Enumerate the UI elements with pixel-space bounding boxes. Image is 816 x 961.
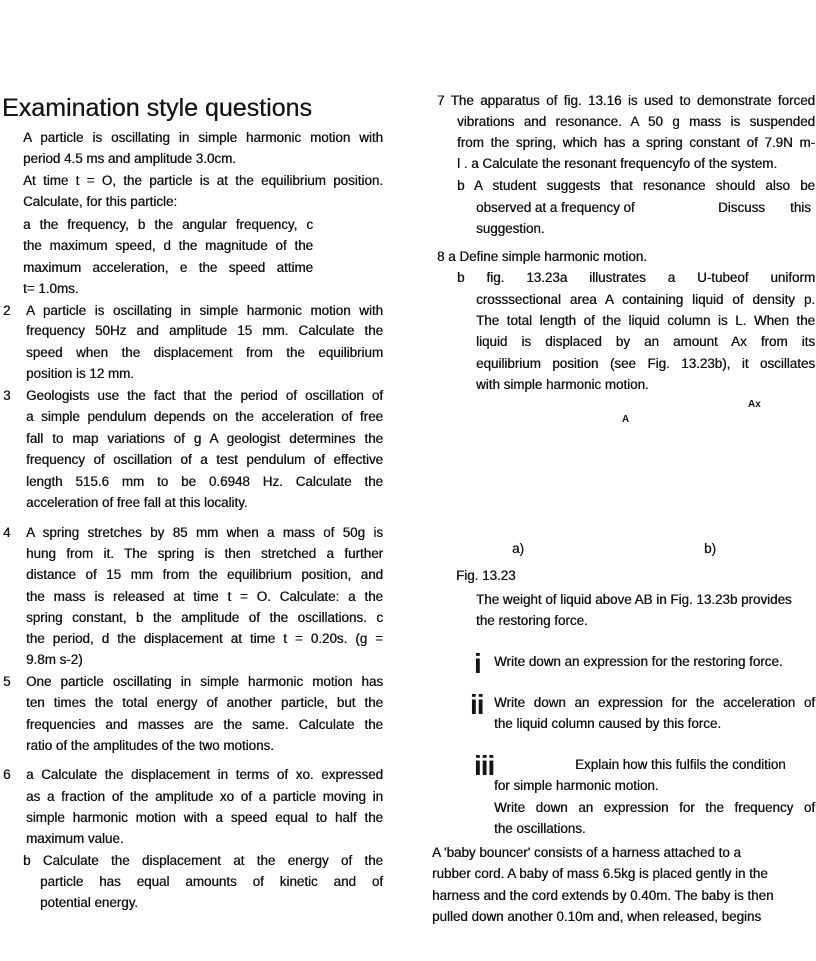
question-1-line: the maximum speed, d the magnitude of the xyxy=(23,238,313,253)
question-3-number: 3 xyxy=(3,388,11,403)
question-4-line: A spring stretches by 85 mm when a mass of 50g is xyxy=(26,525,383,540)
question-4-line: distance of 15 mm from the equilibrium position, and xyxy=(26,567,383,582)
question-3-line: Geologists use the fact that the period of oscillation of xyxy=(26,388,383,403)
figure-label-part-b: b) xyxy=(704,541,716,556)
baby-bouncer-line: pulled down another 0.10m and, when released, begins xyxy=(432,909,762,924)
question-6-line: b Calculate the displacement at the energy of the xyxy=(23,853,383,868)
question-7-line: Discuss xyxy=(718,200,765,215)
question-1-line: At time t = O, the particle is at the equilibrium position. xyxy=(23,173,383,188)
restoring-force-line: the restoring force. xyxy=(476,613,588,628)
question-6-line: simple harmonic motion with a speed equal to half the xyxy=(26,810,383,825)
baby-bouncer-line: A 'baby bouncer' consists of a harness attached to a xyxy=(432,845,741,860)
question-4-number: 4 xyxy=(3,525,11,540)
figure-caption: Fig. 13.23 xyxy=(456,568,516,583)
question-2-line: frequency 50Hz and amplitude 15 mm. Calculate the xyxy=(26,323,383,338)
question-1-line: A particle is oscillating in simple harmonic motion with xyxy=(23,130,383,145)
question-1-line: period 4.5 ms and amplitude 3.0cm. xyxy=(23,151,236,166)
question-4-line: spring constant, b the amplitude of the oscillations. c xyxy=(26,610,383,625)
question-7-line: b A student suggests that resonance should also be xyxy=(457,178,815,193)
question-6-line: potential energy. xyxy=(40,895,139,910)
question-5-line: frequencies and masses are the same. Calculate the xyxy=(26,717,383,732)
part-i-text: Write down an expression for the restoring force. xyxy=(494,654,783,669)
question-2-number: 2 xyxy=(3,303,11,318)
question-8-line: 8 a Define simple harmonic motion. xyxy=(437,249,647,264)
part-iii-text: for simple harmonic motion. xyxy=(494,778,659,793)
question-6-line: a Calculate the displacement in terms of xo. expressed xyxy=(26,767,383,782)
question-8-line: liquid is displaced by an amount Ax from its xyxy=(476,334,815,349)
question-8-line: b fig. 13.23a illustrates a U-tubeof uniform xyxy=(457,270,815,285)
question-8-line: equilibrium position (see Fig. 13.23b), it oscillates xyxy=(476,356,815,371)
question-3-line: a simple pendulum depends on the acceleration of free xyxy=(26,409,383,424)
figure-label-a: A xyxy=(622,414,630,425)
restoring-force-line: The weight of liquid above AB in Fig. 13.23b provides xyxy=(476,592,792,607)
question-7-line: observed at a frequency of xyxy=(476,200,635,215)
question-3-line: frequency of oscillation of a test pendulum of effective xyxy=(26,452,383,467)
part-iii-text: the oscillations. xyxy=(494,821,586,836)
part-iii-marker: iii xyxy=(474,750,495,781)
question-3-line: fall to map variations of g A geologist determines the xyxy=(26,431,383,446)
part-ii-text: Write down an expression for the acceleration of xyxy=(494,695,815,710)
figure-label-part-a: a) xyxy=(512,541,524,556)
question-2-line: speed when the displacement from the equilibrium xyxy=(26,345,383,360)
question-6-line: as a fraction of the amplitude xo of a particle moving in xyxy=(26,789,383,804)
question-2-line: A particle is oscillating in simple harmonic motion with xyxy=(26,303,383,318)
question-1-line: Calculate, for this particle: xyxy=(23,194,178,209)
question-6-line: maximum value. xyxy=(26,831,124,846)
baby-bouncer-line: rubber cord. A baby of mass 6.5kg is placed gently in the xyxy=(432,866,768,881)
question-7-line: 7 The apparatus of fig. 13.16 is used to demonstrate forced xyxy=(437,93,815,108)
question-3-line: acceleration of free fall at this locality. xyxy=(26,495,248,510)
question-8-line: The total length of the liquid column is L. When the xyxy=(476,313,815,328)
part-ii-marker: ii xyxy=(470,689,484,720)
part-ii-text: the liquid column caused by this force. xyxy=(494,716,722,731)
question-3-line: length 515.6 mm to be 0.6948 Hz. Calculate the xyxy=(26,474,383,489)
question-2-line: position is 12 mm. xyxy=(26,366,134,381)
question-1-line: maximum acceleration, e the speed attime xyxy=(23,260,313,275)
question-4-line: the period, d the displacement at time t = 0.20s. (g = xyxy=(26,631,383,646)
question-4-line: the mass is released at time t = O. Calculate: a the xyxy=(26,589,383,604)
question-8-line: crosssectional area A containing liquid of density p. xyxy=(476,292,815,307)
question-5-line: ten times the total energy of another particle, but the xyxy=(26,695,383,710)
question-6-line: particle has equal amounts of kinetic and of xyxy=(40,874,383,889)
question-7-line: from the spring, which has a spring constant of 7.9N m- xyxy=(457,135,815,150)
question-1-line: t= 1.0ms. xyxy=(23,281,79,296)
question-7-line: l . a Calculate the resonant frequencyfo of the system. xyxy=(457,156,778,171)
question-4-line: 9.8m s-2) xyxy=(26,652,83,667)
question-5-line: ratio of the amplitudes of the two motions. xyxy=(26,738,274,753)
question-1-line: a the frequency, b the angular frequency, c xyxy=(23,217,313,232)
part-i-marker: i xyxy=(474,648,481,679)
question-7-line: vibrations and resonance. A 50 g mass is suspended xyxy=(457,114,815,129)
question-7-line: this xyxy=(790,200,811,215)
figure-label-ax: Ax xyxy=(748,399,761,410)
question-6-number: 6 xyxy=(3,767,11,782)
question-5-number: 5 xyxy=(3,674,11,689)
question-5-line: One particle oscillating in simple harmonic motion has xyxy=(26,674,383,689)
question-8-line: with simple harmonic motion. xyxy=(476,377,649,392)
question-4-line: hung from it. The spring is then stretched a further xyxy=(26,546,383,561)
part-iii-text: Write down an expression for the frequency of xyxy=(494,800,815,815)
question-7-line: suggestion. xyxy=(476,221,545,236)
page-title: Examination style questions xyxy=(2,94,312,122)
part-iii-text: Explain how this fulfils the condition xyxy=(575,757,786,772)
baby-bouncer-line: harness and the cord extends by 0.40m. The baby is then xyxy=(432,888,774,903)
